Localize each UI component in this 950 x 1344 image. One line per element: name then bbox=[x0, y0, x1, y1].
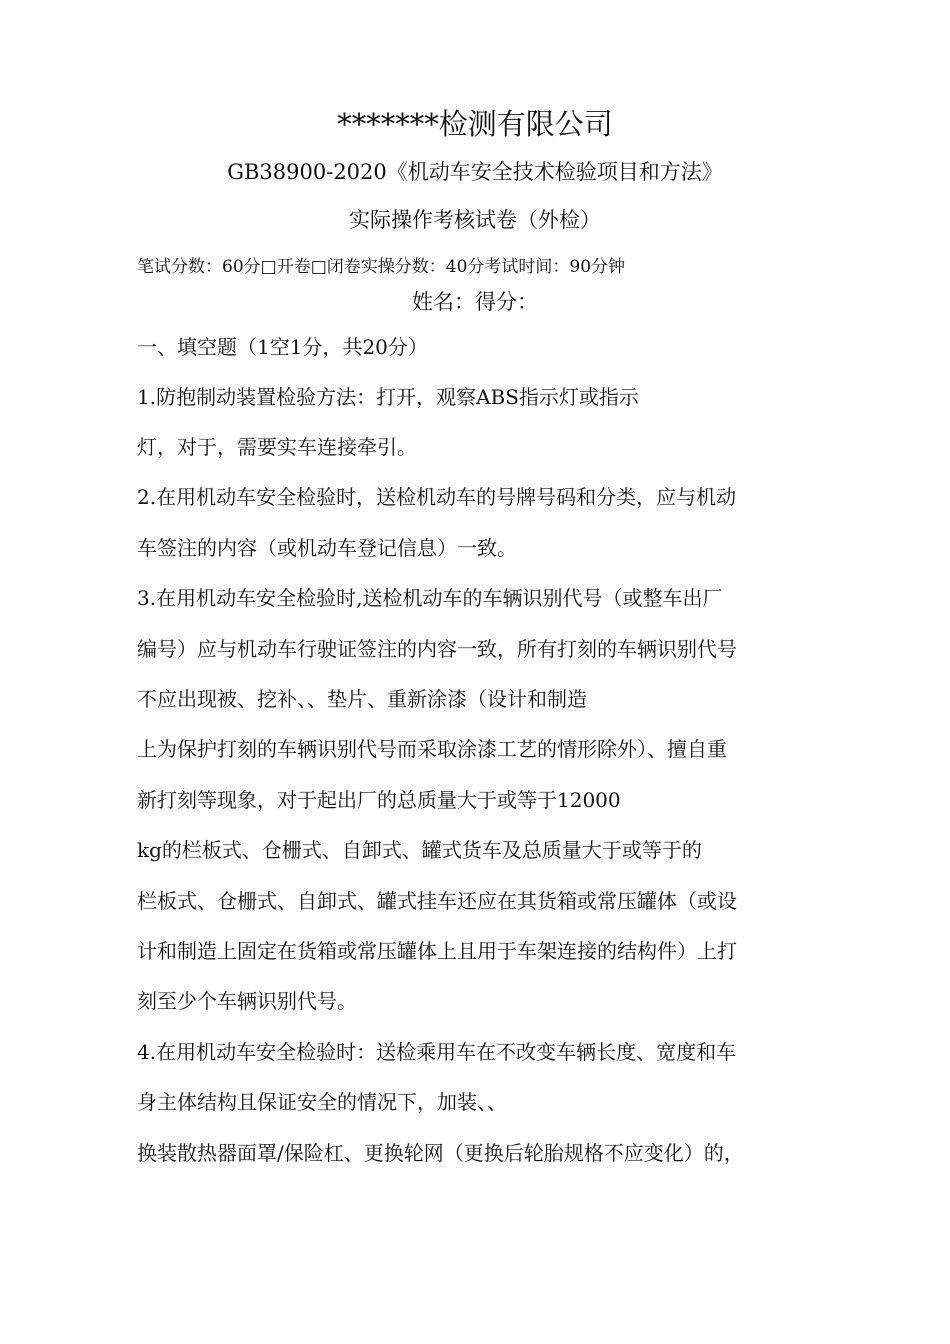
standard-title: GB38900-2020《机动车安全技术检验项目和方法》 bbox=[227, 160, 723, 184]
exam-title: 实际操作考核试卷（外检） bbox=[349, 208, 601, 232]
body-line: 计和制造上固定在货箱或常压罐体上且用于车架连接的结构件）上打 bbox=[137, 939, 737, 963]
body-line: kg的栏板式、仓栅式、自卸式、罐式货车及总质量大于或等于的 bbox=[137, 838, 702, 862]
body-line: 不应出现被、挖补、、垫片、重新涂漆（设计和制造 bbox=[137, 687, 587, 711]
body-line: 1.防抱制动装置检验方法：打开，观察ABS指示灯或指示 bbox=[137, 385, 639, 409]
body-line: 2.在用机动车安全检验时，送检机动车的号牌号码和分类，应与机动 bbox=[137, 485, 737, 509]
body-line: 身主体结构且保证安全的情况下，加装、、 bbox=[137, 1090, 507, 1114]
body-line: 新打刻等现象，对于起出厂的总质量大于或等于12000 bbox=[137, 788, 621, 812]
body-line: 车签注的内容（或机动车登记信息）一致。 bbox=[137, 536, 517, 560]
section-heading: 一、填空题（1空1分，共20分） bbox=[137, 335, 428, 359]
body-line: 栏板式、仓栅式、自卸式、罐式挂车还应在其货箱或常压罐体（或设 bbox=[137, 889, 737, 913]
name-score-line: 姓名：得分： bbox=[412, 290, 538, 314]
body-line: 4.在用机动车安全检验时：送检乘用车在不改变车辆长度、宽度和车 bbox=[137, 1040, 737, 1064]
body-line: 3.在用机动车安全检验时,送检机动车的车辆识别代号（或整车出厂 bbox=[137, 586, 723, 610]
body-line: 刻至少个车辆识别代号。 bbox=[137, 989, 357, 1013]
body-line: 灯，对于，需要实车连接牵引。 bbox=[137, 435, 417, 459]
body-line: 上为保护打刻的车辆识别代号而采取涂漆工艺的情形除外）、擅自重 bbox=[137, 737, 727, 761]
company-title: *******检测有限公司 bbox=[337, 107, 613, 141]
exam-info: 笔试分数：60分□开卷□闭卷实操分数：40分考试时间：90分钟 bbox=[137, 257, 626, 277]
body-line: 换装散热器面罩/保险杠、更换轮网（更换后轮胎规格不应变化）的， bbox=[137, 1141, 744, 1165]
body-line: 编号）应与机动车行驶证签注的内容一致，所有打刻的车辆识别代号 bbox=[137, 637, 737, 661]
